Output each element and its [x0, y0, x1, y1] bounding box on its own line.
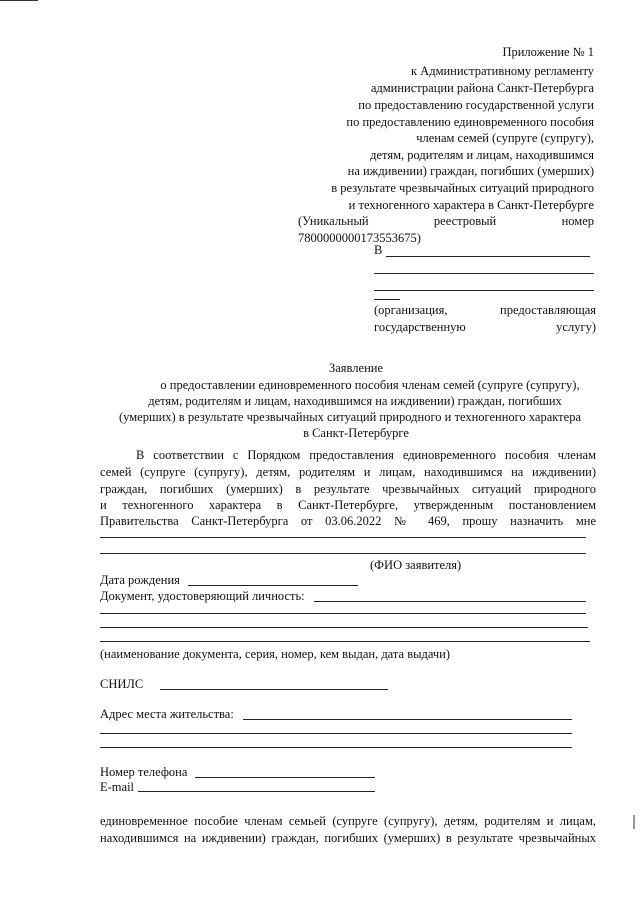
- recipient-caption: (организация, предоставляющая государственную услугу): [374, 303, 596, 334]
- paragraph-line: В соответствии с Порядком предоставления единовременного пособия членам: [136, 448, 596, 462]
- identity-doc-label: Документ, удостоверяющий личность:: [100, 589, 305, 603]
- identity-doc-line[interactable]: [100, 613, 586, 614]
- identity-doc-caption: (наименование документа, серия, номер, кем выдан, дата выдачи): [100, 647, 451, 661]
- header-line: по предоставлению единовременного пособия: [346, 115, 594, 129]
- header-line: к Административному регламенту: [410, 64, 594, 78]
- header-line: и техногенного характера в Санкт-Петербурге: [348, 198, 594, 212]
- paragraph-line: семей (супруге (супругу), детям, родителям и лицам, находившимся на иждивении): [100, 465, 596, 479]
- header-line: членам семей (супруге (супругу),: [416, 131, 594, 145]
- registry-line: (Уникальный реестровый номер: [298, 214, 594, 228]
- fio-line[interactable]: [100, 553, 586, 554]
- identity-doc-line[interactable]: [100, 627, 588, 628]
- fio-line[interactable]: [100, 537, 586, 538]
- header-line: на иждивении) граждан, погибших (умерших): [347, 164, 594, 178]
- paragraph-line: Правительства Санкт-Петербурга от 03.06.2022 № 469, прошу назначить мне: [100, 514, 596, 528]
- birth-date-field[interactable]: [188, 585, 358, 586]
- scan-edge-mark: [633, 815, 635, 829]
- fio-caption: (ФИО заявителя): [370, 558, 462, 572]
- phone-label: Номер телефона: [100, 765, 188, 779]
- identity-doc-field[interactable]: [314, 601, 586, 602]
- header-line: детям, родителям и лицам, находившимся: [370, 148, 594, 162]
- recipient-to-label: В: [374, 243, 383, 257]
- birth-date-label: Дата рождения: [100, 573, 180, 587]
- snils-label: СНИЛС: [100, 677, 144, 691]
- email-label: E-mail: [100, 780, 135, 794]
- paragraph-line: и техногенного характера в Санкт-Петербурге, утвержденным постановлением: [100, 498, 596, 512]
- address-line[interactable]: [100, 747, 572, 748]
- closing-line: находившимся на иждивении) граждан, погибших (умерших) в результате чрезвычайных: [100, 831, 596, 845]
- page-top-rule: [0, 0, 38, 1]
- title-line: детям, родителям и лицам, находившимся на иждивении) граждан, погибших: [148, 394, 562, 408]
- snils-field[interactable]: [160, 689, 388, 690]
- title-heading: Заявление: [328, 361, 383, 375]
- address-field[interactable]: [243, 719, 572, 720]
- header-line: администрации района Санкт-Петербурга: [370, 81, 594, 95]
- title-line: (умерших) в результате чрезвычайных ситуаций природного и техногенного характера: [118, 410, 581, 424]
- closing-line: единовременное пособие членам семьей (супруге (супругу), детям, родителям и лицам,: [100, 814, 596, 828]
- phone-field[interactable]: [195, 777, 375, 778]
- address-line[interactable]: [100, 733, 572, 734]
- header-line: Приложение № 1: [502, 45, 594, 59]
- recipient-line[interactable]: [374, 273, 594, 274]
- identity-doc-line[interactable]: [100, 641, 590, 642]
- paragraph-line: граждан, погибших (умерших) в результате чрезвычайных ситуаций природного: [100, 482, 596, 496]
- header-line: по предоставлению государственной услуги: [358, 98, 594, 112]
- recipient-line[interactable]: [386, 256, 590, 257]
- registry-number: 7800000000173553675): [298, 231, 421, 245]
- recipient-line[interactable]: [374, 290, 594, 291]
- recipient-line[interactable]: [374, 299, 400, 300]
- email-field[interactable]: [138, 791, 375, 792]
- title-line: о предоставлении единовременного пособия членам семей (супруге (супругу),: [160, 378, 580, 392]
- address-label: Адрес места жительства:: [100, 707, 234, 721]
- header-line: в результате чрезвычайных ситуаций природного: [331, 181, 594, 195]
- title-line: в Санкт-Петербурге: [303, 426, 409, 440]
